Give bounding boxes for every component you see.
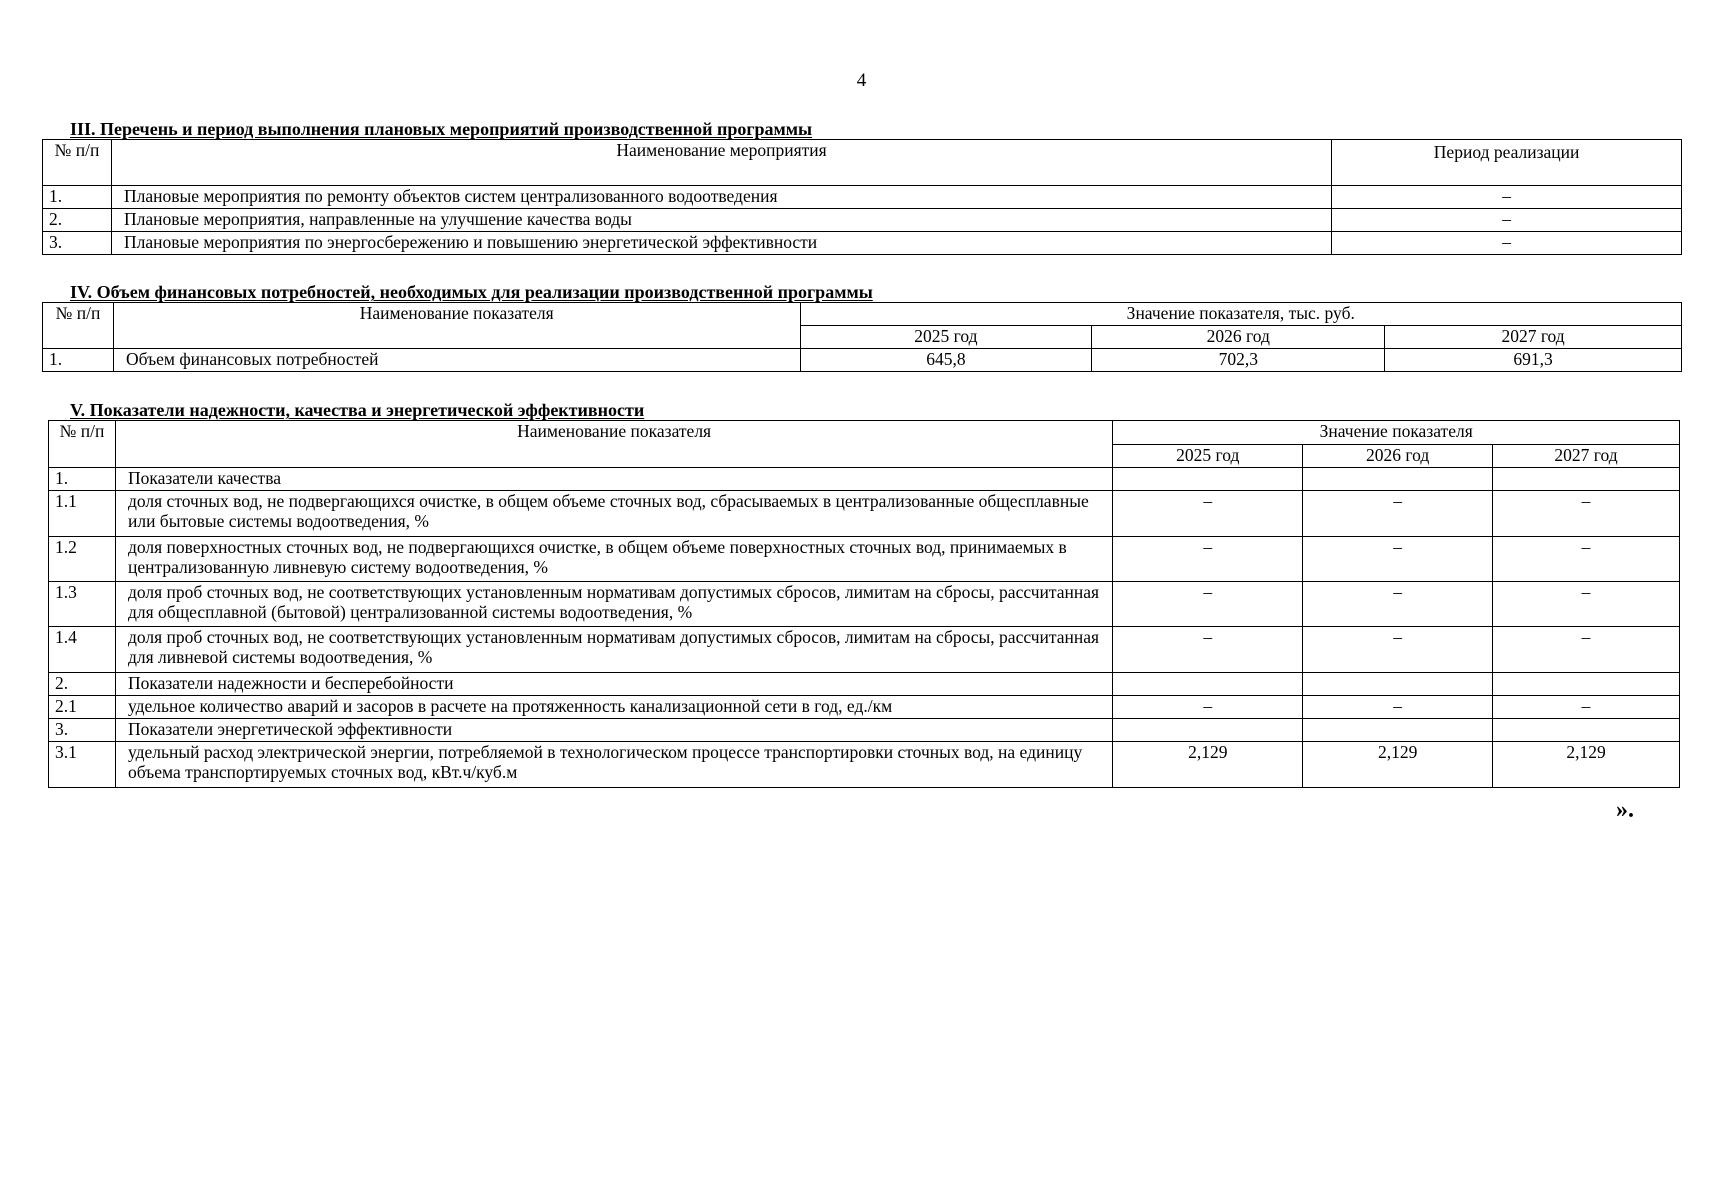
row-num: 1. <box>49 468 116 491</box>
row-num: 1.1 <box>49 491 116 537</box>
table-row <box>49 468 1680 491</box>
row-value-2025 <box>1113 719 1303 742</box>
row-value-2027 <box>1493 673 1680 696</box>
row-num: 3.1 <box>49 742 116 788</box>
section-3-title: III. Перечень и период выполнения плановых мероприятий производственной программы <box>70 119 813 139</box>
row-value-2025 <box>1113 673 1303 696</box>
row-value-2025: 2,129 <box>1113 742 1303 788</box>
table-row <box>43 349 1682 372</box>
row-period: – <box>1332 232 1682 255</box>
row-value-2027: – <box>1493 491 1680 537</box>
row-num: 2. <box>43 209 112 232</box>
row-num: 3. <box>43 232 112 255</box>
table-row <box>49 537 1680 582</box>
header-num: № п/п <box>43 140 112 186</box>
row-value-2027: – <box>1493 582 1680 627</box>
row-value-2025: – <box>1113 627 1303 673</box>
header-value: Значение показателя <box>1113 421 1680 445</box>
header-year-2027: 2027 год <box>1493 445 1680 468</box>
header-num: № п/п <box>49 421 116 468</box>
row-value-2026 <box>1303 673 1493 696</box>
header-year-2026: 2026 год <box>1092 326 1385 349</box>
table-row <box>49 673 1680 696</box>
row-name: доля сточных вод, не подвергающихся очистке, в общем объеме сточных вод, сбрасываемых в централизованные общесплавные или бытовые системы водоотведения, % <box>115 491 1112 537</box>
table-row <box>43 232 1682 255</box>
header-value: Значение показателя, тыс. руб. <box>800 303 1681 326</box>
section-5-header-row <box>49 421 1680 445</box>
row-num: 1.2 <box>49 537 116 582</box>
row-value-2026: 2,129 <box>1303 742 1493 788</box>
row-value-2026: – <box>1303 491 1493 537</box>
row-value-2027 <box>1493 719 1680 742</box>
table-row <box>43 186 1682 209</box>
row-value-2026: – <box>1303 627 1493 673</box>
row-value-2026: 702,3 <box>1092 349 1385 372</box>
section-4-title: IV. Объем финансовых потребностей, необходимых для реализации производственной программы <box>70 282 873 302</box>
row-num: 3. <box>49 719 116 742</box>
header-period: Период реализации <box>1332 140 1682 186</box>
row-name: удельное количество аварий и засоров в расчете на протяженность канализационной сети в год, ед./км <box>115 696 1112 719</box>
row-period: – <box>1332 209 1682 232</box>
row-value-2027: 2,129 <box>1493 742 1680 788</box>
row-value-2027: – <box>1493 537 1680 582</box>
header-name: Наименование мероприятия <box>111 140 1331 186</box>
row-name: Показатели энергетической эффективности <box>115 719 1112 742</box>
row-name: доля проб сточных вод, не соответствующих установленным нормативам допустимых сбросов, лимитам на сбросы, рассчитанная для общесплавной (бытовой) централизованной системы водоотведения, % <box>115 582 1112 627</box>
row-value-2025 <box>1113 468 1303 491</box>
section-5-title: V. Показатели надежности, качества и энергетической эффективности <box>70 400 645 420</box>
section-4-table <box>42 302 1682 372</box>
row-value-2025: – <box>1113 696 1303 719</box>
row-num: 1.4 <box>49 627 116 673</box>
row-name: Показатели надежности и бесперебойности <box>115 673 1112 696</box>
row-value-2026: – <box>1303 696 1493 719</box>
row-value-2026: – <box>1303 582 1493 627</box>
row-name: Плановые мероприятия по энергосбережению и повышению энергетической эффективности <box>111 232 1331 255</box>
section-5-table <box>48 420 1680 788</box>
row-value-2025: – <box>1113 582 1303 627</box>
table-row <box>49 719 1680 742</box>
row-name: доля поверхностных сточных вод, не подвергающихся очистке, в общем объеме поверхностных сточных вод, принимаемых в централизованную ливневую систему водоотведения, % <box>115 537 1112 582</box>
row-value-2026 <box>1303 468 1493 491</box>
closing-quote-mark: ». <box>1616 797 1634 823</box>
header-name: Наименование показателя <box>113 303 800 349</box>
section-3-table <box>42 139 1682 255</box>
header-num: № п/п <box>43 303 114 349</box>
row-num: 2.1 <box>49 696 116 719</box>
row-name: доля проб сточных вод, не соответствующих установленным нормативам допустимых сбросов, лимитам на сбросы, рассчитанная для ливневой системы водоотведения, % <box>115 627 1112 673</box>
table-row <box>49 582 1680 627</box>
row-name: Объем финансовых потребностей <box>113 349 800 372</box>
row-value-2027 <box>1493 468 1680 491</box>
row-value-2026: – <box>1303 537 1493 582</box>
table-row <box>49 627 1680 673</box>
section-3-header-row <box>43 140 1682 186</box>
section-4-header-row <box>43 303 1682 326</box>
row-name: Показатели качества <box>115 468 1112 491</box>
row-value-2025: – <box>1113 491 1303 537</box>
row-value-2025: 645,8 <box>800 349 1092 372</box>
header-year-2027: 2027 год <box>1385 326 1682 349</box>
table-row <box>49 742 1680 788</box>
row-name: Плановые мероприятия по ремонту объектов систем централизованного водоотведения <box>111 186 1331 209</box>
header-year-2025: 2025 год <box>1113 445 1303 468</box>
row-value-2026 <box>1303 719 1493 742</box>
table-row <box>49 696 1680 719</box>
table-row <box>49 491 1680 537</box>
row-num: 1.3 <box>49 582 116 627</box>
table-row <box>43 209 1682 232</box>
header-name: Наименование показателя <box>115 421 1112 468</box>
row-num: 2. <box>49 673 116 696</box>
row-value-2025: – <box>1113 537 1303 582</box>
row-num: 1. <box>43 186 112 209</box>
row-value-2027: – <box>1493 696 1680 719</box>
page-number: 4 <box>856 70 867 91</box>
row-num: 1. <box>43 349 114 372</box>
row-name: Плановые мероприятия, направленные на улучшение качества воды <box>111 209 1331 232</box>
row-name: удельный расход электрической энергии, потребляемой в технологическом процессе транспортировки сточных вод, на единицу объема транспортируемых сточных вод, кВт.ч/куб.м <box>115 742 1112 788</box>
header-year-2025: 2025 год <box>800 326 1092 349</box>
row-value-2027: 691,3 <box>1385 349 1682 372</box>
row-period: – <box>1332 186 1682 209</box>
header-year-2026: 2026 год <box>1303 445 1493 468</box>
row-value-2027: – <box>1493 627 1680 673</box>
